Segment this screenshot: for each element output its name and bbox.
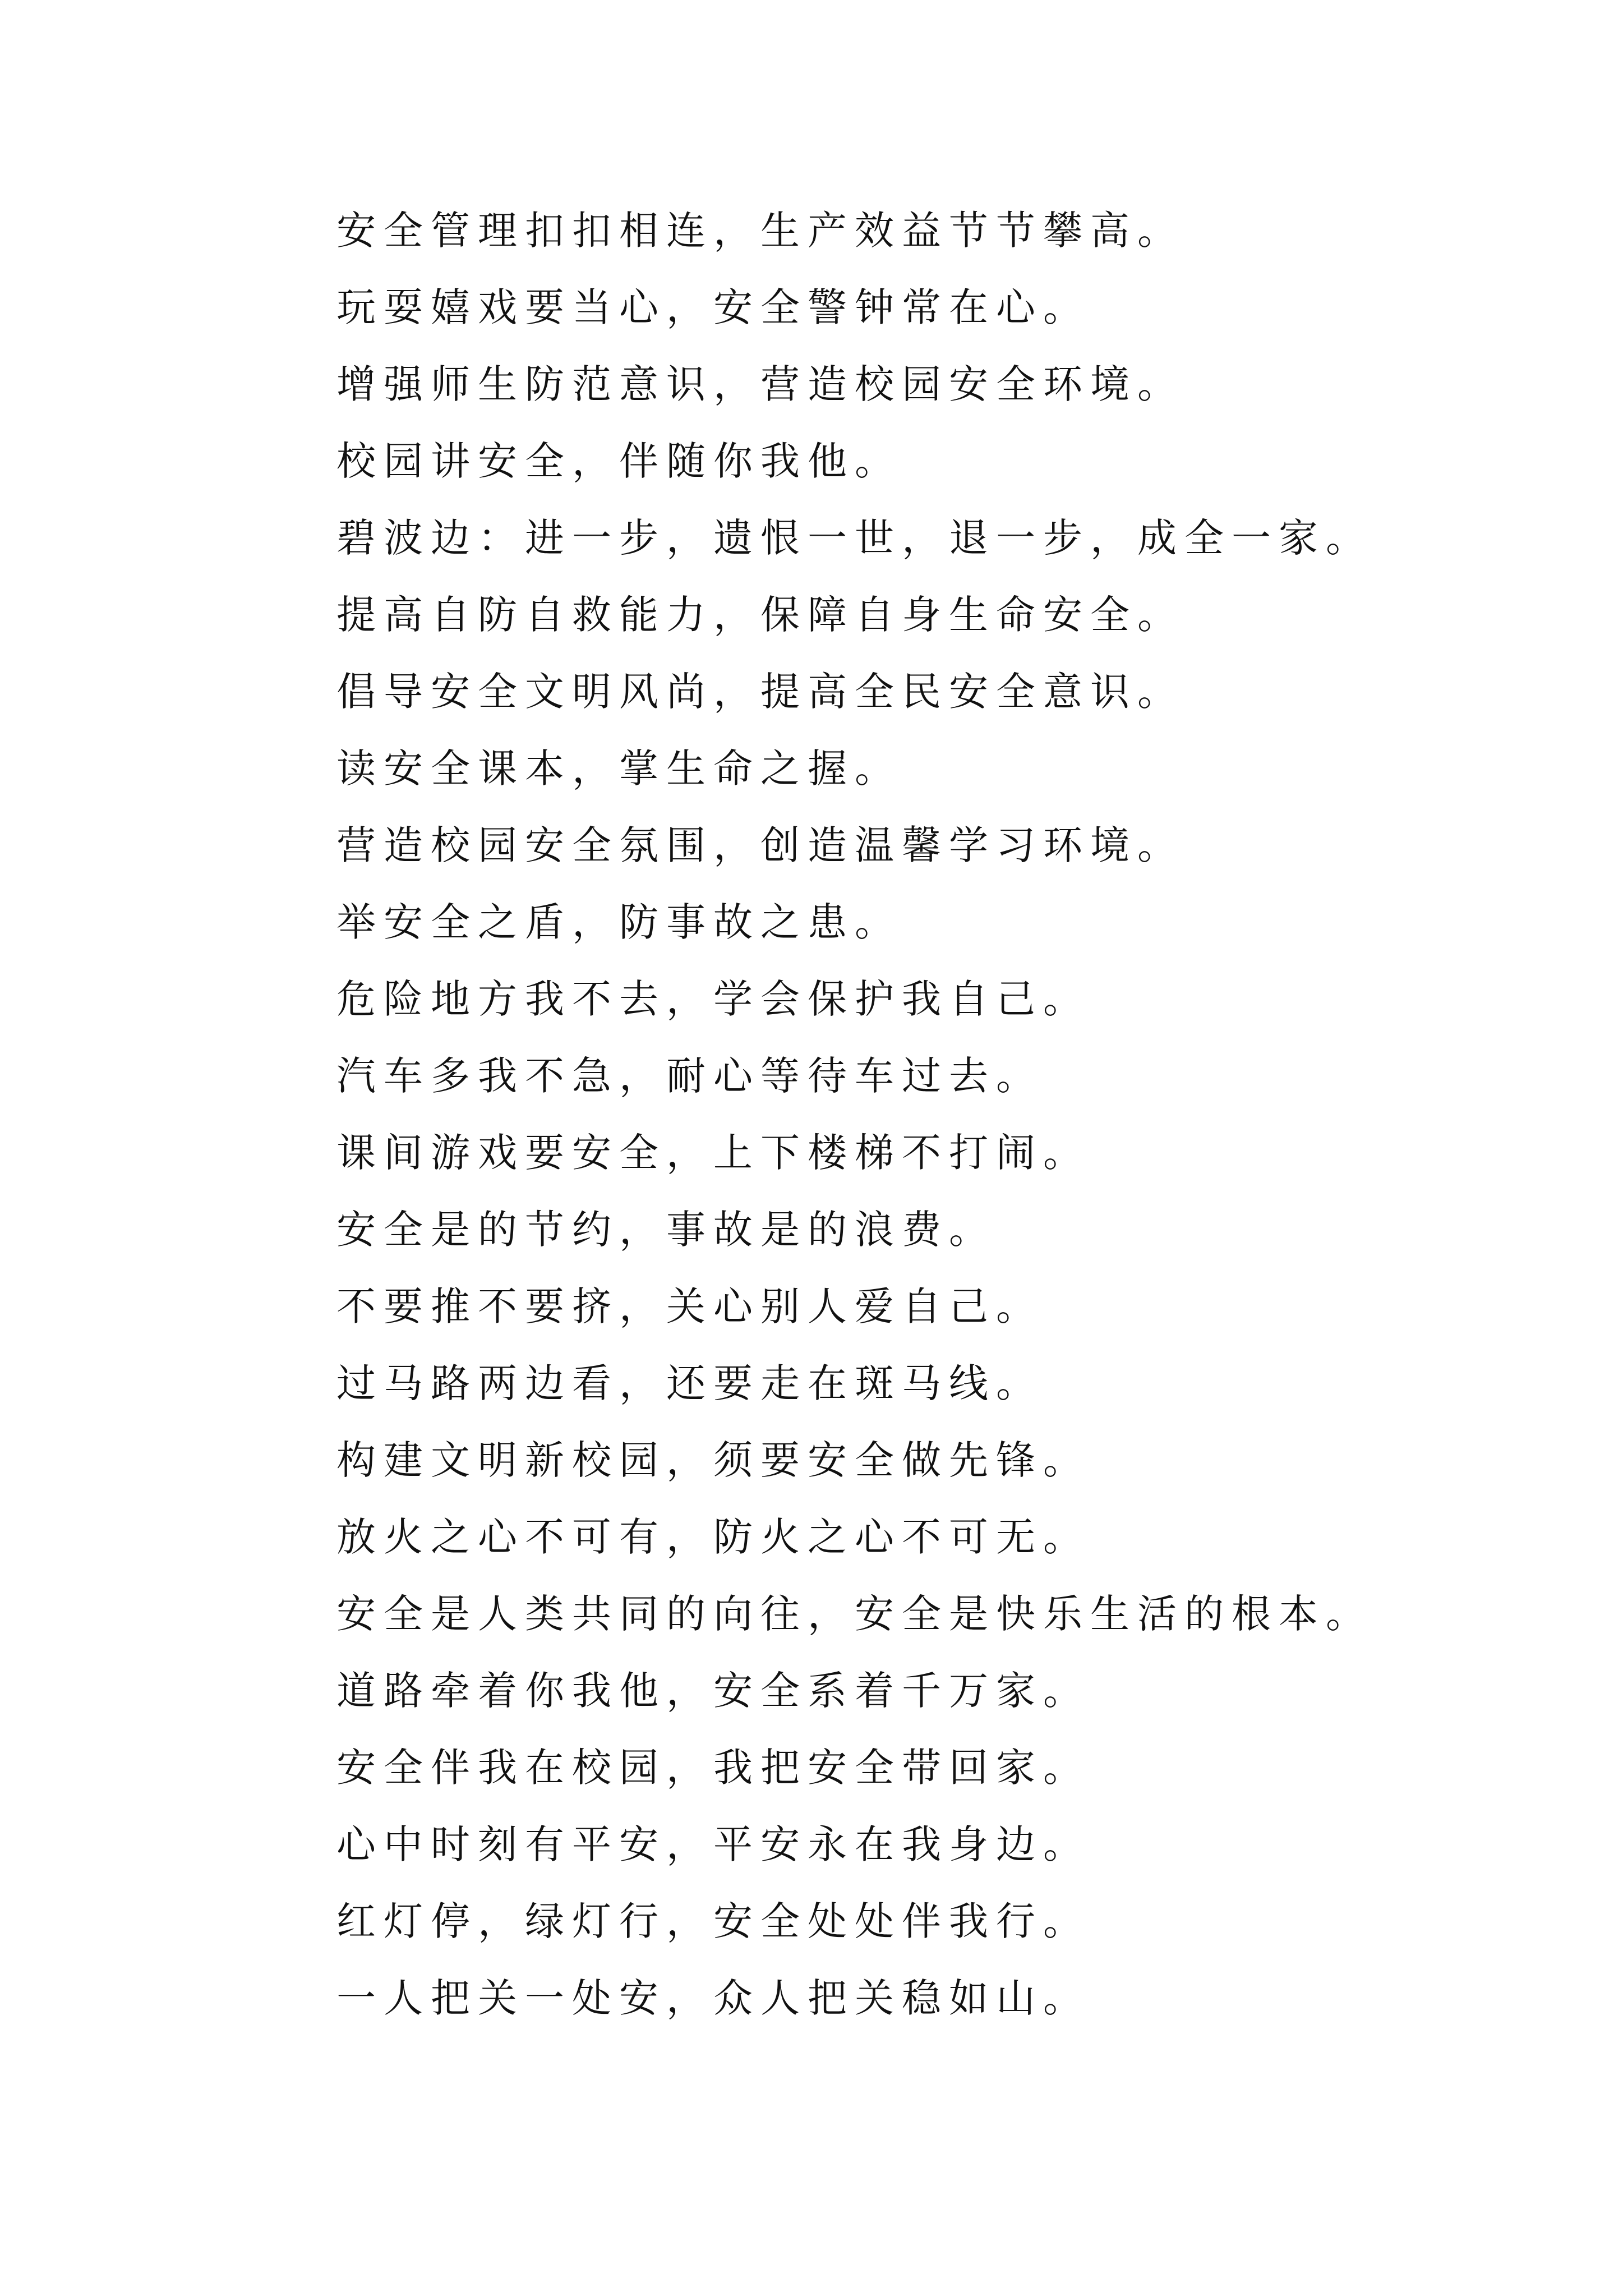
slogan-line: 安全是人类共同的向往，安全是快乐生活的根本。 (336, 1591, 1373, 1637)
slogan-line: 读安全课本，掌生命之握。 (336, 746, 902, 792)
slogan-line: 玩耍嬉戏要当心，安全警钟常在心。 (336, 284, 1090, 330)
slogan-line: 碧波边：进一步，遗恨一世，退一步，成全一家。 (336, 515, 1373, 561)
slogan-line: 心中时刻有平安，平安永在我身边。 (336, 1821, 1090, 1867)
slogan-line: 增强师生防范意识，营造校园安全环境。 (336, 361, 1184, 407)
slogan-line: 构建文明新校园，须要安全做先锋。 (336, 1437, 1090, 1483)
slogan-line: 安全是的节约，事故是的浪费。 (336, 1207, 996, 1253)
slogan-line: 校园讲安全，伴随你我他。 (336, 438, 902, 484)
slogan-line: 倡导安全文明风尚，提高全民安全意识。 (336, 669, 1184, 715)
slogan-line: 过马路两边看，还要走在斑马线。 (336, 1360, 1043, 1406)
slogan-line: 安全管理扣扣相连，生产效益节节攀高。 (336, 208, 1184, 254)
slogan-line: 红灯停，绿灯行，安全处处伴我行。 (336, 1898, 1090, 1944)
slogan-line: 课间游戏要安全，上下楼梯不打闹。 (336, 1130, 1090, 1176)
slogan-line: 安全伴我在校园，我把安全带回家。 (336, 1745, 1090, 1791)
slogan-line: 提高自防自救能力，保障自身生命安全。 (336, 592, 1184, 638)
slogan-line: 危险地方我不去，学会保护我自己。 (336, 976, 1090, 1022)
slogan-line: 一人把关一处安，众人把关稳如山。 (336, 1975, 1090, 2021)
slogan-line: 不要推不要挤，关心别人爱自己。 (336, 1283, 1043, 1329)
slogan-line: 举安全之盾，防事故之患。 (336, 899, 902, 945)
slogan-list (336, 192, 1570, 2037)
slogan-line: 汽车多我不急，耐心等待车过去。 (336, 1053, 1043, 1099)
slogan-line: 营造校园安全氛围，创造温馨学习环境。 (336, 822, 1184, 868)
slogan-line: 放火之心不可有，防火之心不可无。 (336, 1514, 1090, 1560)
slogan-line: 道路牵着你我他，安全系着千万家。 (336, 1668, 1090, 1714)
